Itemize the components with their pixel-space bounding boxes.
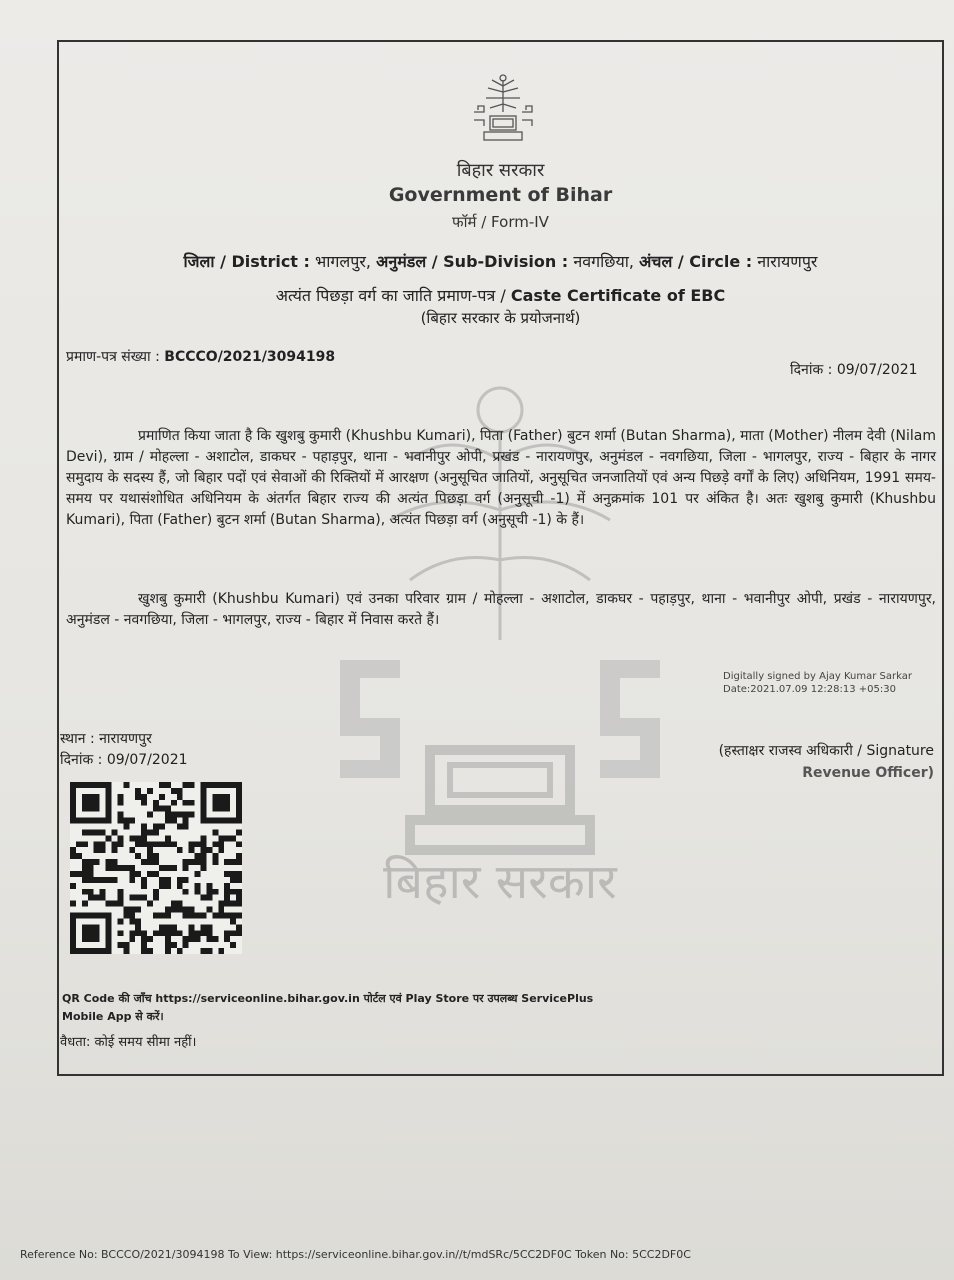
certificate-number-label: प्रमाण-पत्र संख्या : [66,349,160,365]
district-label: जिला / District : [183,252,310,271]
certificate-number: BCCCO/2021/3094198 [164,349,336,365]
watermark-text: बिहार सरकार [383,854,617,910]
digital-signature-name: Digitally signed by Ajay Kumar Sarkar [723,671,912,682]
govt-title-english: Government of Bihar [388,184,613,206]
form-number: फॉर्म / Form-IV [452,213,549,231]
issue-date-row [790,360,918,379]
district-value: भागलपुर, [315,252,371,271]
certificate-title-hindi: अत्यंत पिछड़ा वर्ग का जाति प्रमाण-पत्र / [275,286,506,305]
qr-code-icon[interactable] [70,782,242,954]
certificate-body-paragraph: प्रमाणित किया जाता है कि खुशबु कुमारी (Khushbu Kumari), पिता (Father) बुटन शर्मा (Butan Sharma), माता (Mother) नीलम देवी (Nilam Devi), ग्राम / मोहल्ला - अशाटोल, डाकघर - पहाड़पुर, थाना - भवानीपुर ओपी, प्रखंड - नारायणपुर, अनुमंडल - नवगछिया, जिला - भागलपुर, राज्य - बिहार के नागर समुदाय के सदस्य हैं, जो बिहार पदों एवं सेवाओं की रिक्तियों में आरक्षण (अनुसूचित जातियों, अनुसूचित जनजातियों एवं अन्य पिछड़े वर्गों के लिए) अधिनियम, 1991 समय-समय पर यथासंशोधित अधिनियम के अंतर्गत बिहार राज्य की अत्यंत पिछड़ा वर्ग (अनुसूची -1) में अनुक्रमांक 101 पर अंकित है। अतः खुशबु कुमारी (Khushbu Kumari), पिता (Father) बुटन शर्मा (Butan Sharma), अत्यंत पिछड़ा वर्ग (अनुसूची -1) के हैं। [66,428,936,528]
place-label: स्थान : [60,731,95,747]
residence-paragraph: खुशबु कुमारी (Khushbu Kumari) एवं उनका परिवार ग्राम / मोहल्ला - अशाटोल, डाकघर - पहाड़पुर, थाना - भवानीपुर ओपी, प्रखंड - नारायणपुर, अनुमंडल - नवगछिया, जिला - भागलपुर, राज्य - बिहार में निवास करते हैं। [66,591,936,628]
certificate-title [57,284,944,306]
place-value: नारायणपुर [99,731,152,747]
place-date-block [60,729,188,771]
reference-footer: Reference No: BCCCO/2021/3094198 To View: https://serviceonline.bihar.gov.in//t/mdSRc/5CC2DF0C Token No: 5CC2DF0C [20,1248,691,1261]
subdivision-label: अनुमंडल / Sub-Division : [376,252,569,271]
qr-verification-note: QR Code की जाँच https://serviceonline.bihar.gov.in पोर्टल एवं Play Store पर उपलब्ध ServicePlus Mobile App से करें। [62,992,594,1023]
validity-note: वैधता: कोई समय सीमा नहीं। [60,1035,197,1050]
signature-block [668,740,934,784]
issue-date: 09/07/2021 [836,362,918,378]
sign-date: 09/07/2021 [106,752,188,768]
district-line [57,250,944,272]
govt-title-hindi: बिहार सरकार [456,160,545,181]
issue-date-label: दिनांक : [790,362,833,378]
bihar-emblem-icon [468,72,538,144]
certificate-number-row [66,347,335,366]
signature-label: (हस्ताक्षर राजस्व अधिकारी / Signature [718,743,934,759]
sign-date-label: दिनांक : [60,752,103,768]
revenue-officer-label: Revenue Officer) [802,765,934,781]
circle-value: नारायणपुर [757,252,818,271]
certificate-subtitle: (बिहार सरकार के प्रयोजनार्थ) [420,309,581,327]
digital-signature-date: Date:2021.07.09 12:28:13 +05:30 [723,684,896,695]
circle-label: अंचल / Circle : [639,252,753,271]
certificate-title-english: Caste Certificate of EBC [510,286,726,305]
digital-signature [723,670,912,696]
subdivision-value: नवगछिया, [573,252,634,271]
